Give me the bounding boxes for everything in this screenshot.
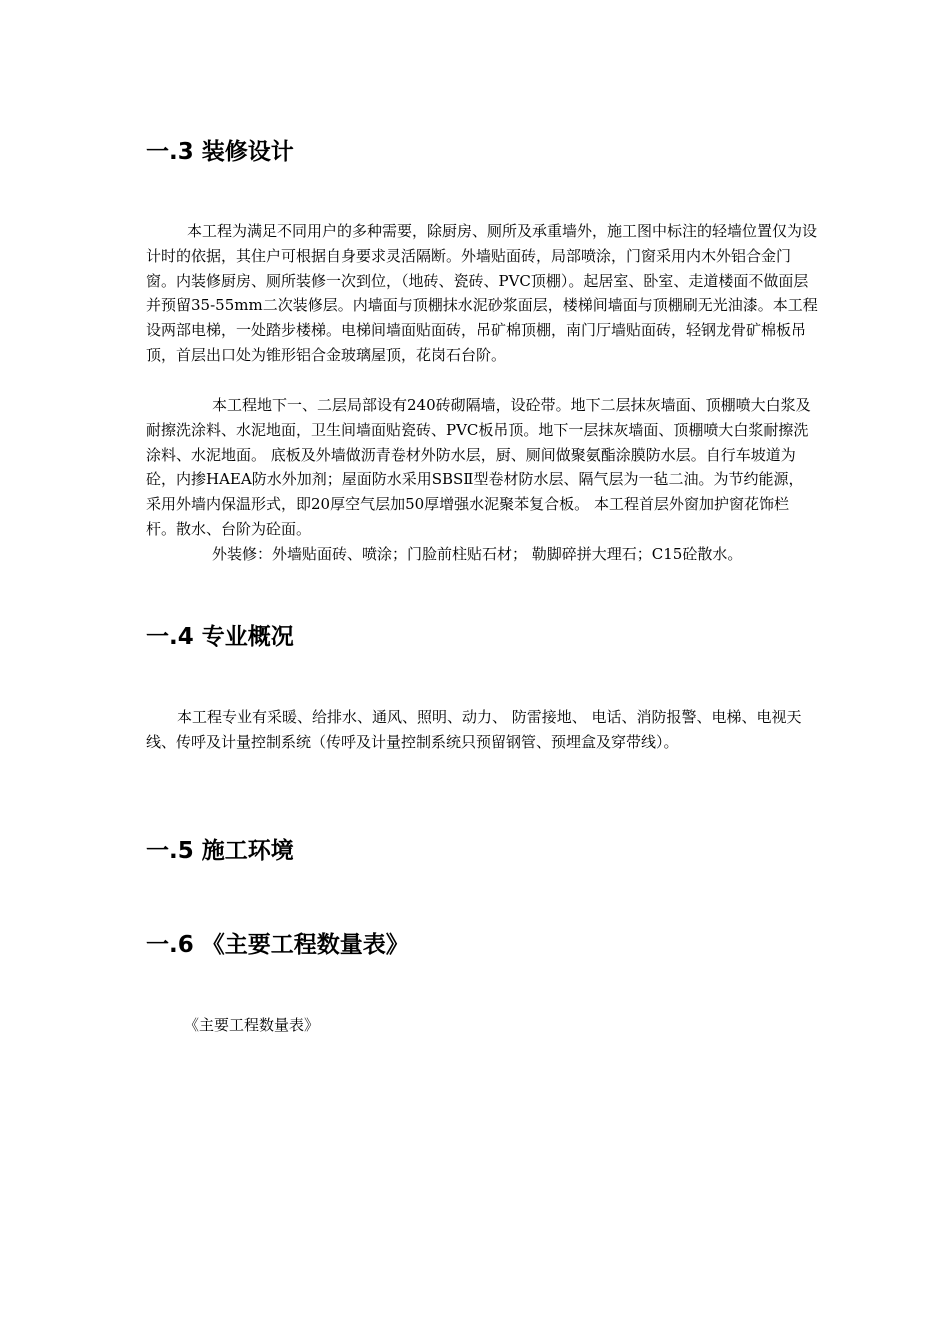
section-heading-construction-environment: 一.5 施工环境 [146, 838, 294, 864]
quantity-table-caption: 《主要工程数量表》 [184, 1016, 320, 1034]
section-heading-quantity-table: 一.6 《主要工程数量表》 [146, 932, 409, 958]
paragraph-basement-finishes: 本工程地下一、二层局部设有240砖砌隔墙，设砼带。地下二层抹灰墙面、顶棚喷大白浆及耐擦洗涂料、水泥地面，卫生间墙面贴瓷砖、PVC板吊顶。地下一层抹灰墙面、顶棚喷大白浆耐擦洗涂料、水泥地面。 底板及外墙做沥青卷材外防水层，厨、厕间做聚氨酯涂膜防水层。自行车坡道为砼，内掺HAEA防水外加剂；屋面防水采用SBSⅡ型卷材防水层、隔气层为一毡二油。为节约能源， 采用外墙内保温形式，即20厚空气层加50厚增强水泥聚苯复合板。 本工程首层外窗加护窗花饰栏杆。散水、台阶为砼面。 [146, 396, 811, 538]
section-heading-disciplines-overview: 一.4 专业概况 [146, 624, 294, 650]
paragraph-disciplines: 本工程专业有采暖、给排水、通风、照明、动力、 防雷接地、 电话、消防报警、电梯、电视天线、传呼及计量控制系统（传呼及计量控制系统只预留钢管、预埋盒及穿带线）。 [146, 708, 802, 751]
section-heading-decoration-design: 一.3 装修设计 [146, 139, 294, 165]
paragraph-exterior-finishes: 外装修：外墙贴面砖、喷涂；门脸前柱贴石材； 勒脚碎拼大理石；C15砼散水。 [212, 545, 743, 563]
paragraph-decoration-overview: 本工程为满足不同用户的多种需要，除厨房、厕所及承重墙外，施工图中标注的轻墙位置仅为设计时的依据，其住户可根据自身要求灵活隔断。外墙贴面砖，局部喷涂，门窗采用内木外铝合金门窗。内装修厨房、厕所装修一次到位，（地砖、瓷砖、PVC顶棚）。起居室、卧室、走道楼面不做面层并预留35-55mm二次装修层。内墙面与顶棚抹水泥砂浆面层，楼梯间墙面与顶棚刷无光油漆。本工程设两部电梯，一处踏步楼梯。电梯间墙面贴面砖，吊矿棉顶棚，南门厅墙贴面砖，轻钢龙骨矿棉板吊顶，首层出口处为锥形铝合金玻璃屋顶，花岗石台阶。 [146, 222, 818, 364]
